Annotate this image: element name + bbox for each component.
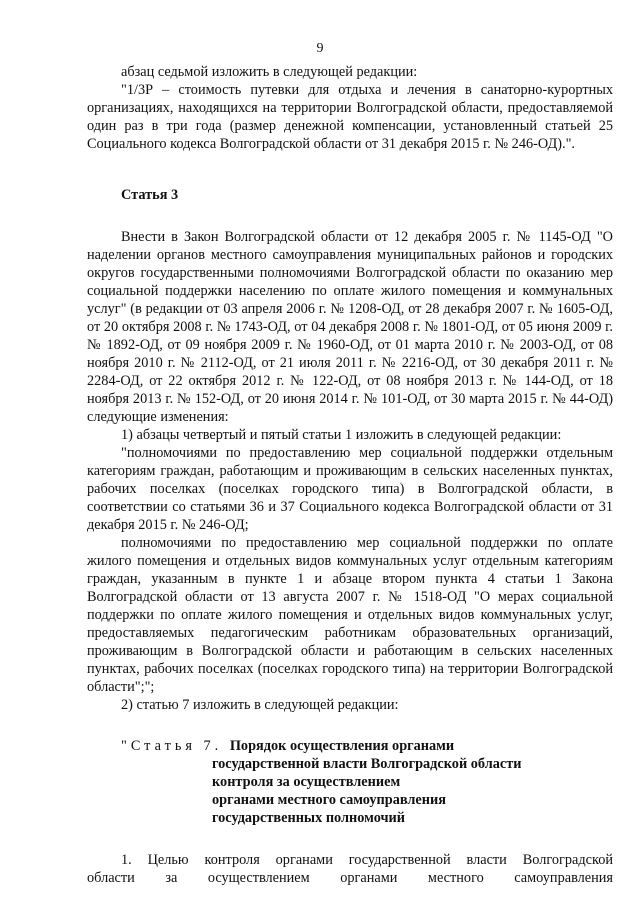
article-3-item-1: 1) абзацы четвертый и пятый статьи 1 изложить в следующей редакции: [121,427,562,443]
article-3-item-2: 2) статью 7 изложить в следующей редакции: [121,697,399,713]
article-7-header [87,737,613,827]
article-7-title-line: государственной власти Волгоградской области [212,756,522,772]
article-3-item-1-paragraph-2: полномочиями по предоставлению мер социальной поддержки по оплате жилого помещения и отдельных видов коммунальных услуг отдельным категориям граждан, указанным в пункте 1 и абзаце втором пункта 4 статьи 1 Закона Волгоградской области от 13 августа 2007 г. № 1518-ОД "О мерах социальной поддержки по оплате жилого помещения и отдельных видов коммунальных услуг, предоставляемых педагогическим работникам образовательных организаций, проживающим в Волгоградской области и работающим в сельских населенных пунктах, рабочих поселках (поселках городского типа) на территории Волгоградской области";"; [87,535,613,695]
article-7-title-line: государственных полномочий [212,810,406,826]
article-7-label: "Статья 7. [121,738,223,754]
article-7-title-line: Порядок осуществления органами [229,738,455,754]
article-7-title-line: органами местного самоуправления [212,792,446,808]
article-7-paragraph-1-line-1: 1. Целью контроля органами государственной власти Волгоградской [121,852,613,868]
article-7-title-line: контроля за осуществлением [212,774,401,790]
page-number: 9 [316,41,324,56]
article-3-item-1-paragraph-1: "полномочиями по предоставлению мер социальной поддержки отдельным категориям граждан, работающим и проживающим в сельских населенных пунктах, рабочих поселках (поселках городского типа) в Волгоградской области, в соответствии со статьями 36 и 37 Социального кодекса Волгоградской области от 31 декабря 2015 г. № 246-ОД; [87,445,613,533]
article-7-paragraph-1-line-2: области за осуществлением органами местного самоуправления [87,870,613,886]
document-body [87,63,613,887]
article-7-title [212,755,521,827]
article-3-intro: Внести в Закон Волгоградской области от 12 декабря 2005 г. № 1145-ОД "О наделении органов местного самоуправления муниципальных районов и городских округов государственными полномочиями Волгоградской области по оказанию мер социальной поддержки населению по оплате жилого помещения и коммунальных услуг" (в редакции от 03 апреля 2006 г. № 1208-ОД, от 28 декабря 2007 г. № 1605-ОД, от 20 октября 2008 г. № 1743-ОД, от 04 декабря 2008 г. № 1801-ОД, от 05 июня 2009 г. № 1892-ОД, от 09 ноября 2009 г. № 1960-ОД, от 01 марта 2010 г. № 2003-ОД, от 08 ноября 2010 г. № 2112-ОД, от 21 июля 2011 г. № 2216-ОД, от 30 декабря 2011 г. № 2284-ОД, от 22 октября 2012 г. № 122-ОД, от 08 ноября 2013 г. № 144-ОД, от 18 ноября 2013 г. № 152-ОД, от 20 июня 2014 г. № 101-ОД, от 30 марта 2015 г. № 44-ОД) следующие изменения: [87,229,613,425]
article-3-heading: Статья 3 [121,187,179,203]
amendment-intro: абзац седьмой изложить в следующей редакции: [121,64,418,80]
amendment-quote: "1/3Р – стоимость путевки для отдыха и лечения в санаторно-курортных организациях, находящихся на территории Волгоградской области, предоставляемой один раз в три года (размер денежной компенсации, установленный статьей 25 Социального кодекса Волгоградской области от 31 декабря 2015 г. № 246-ОД).". [87,82,613,152]
